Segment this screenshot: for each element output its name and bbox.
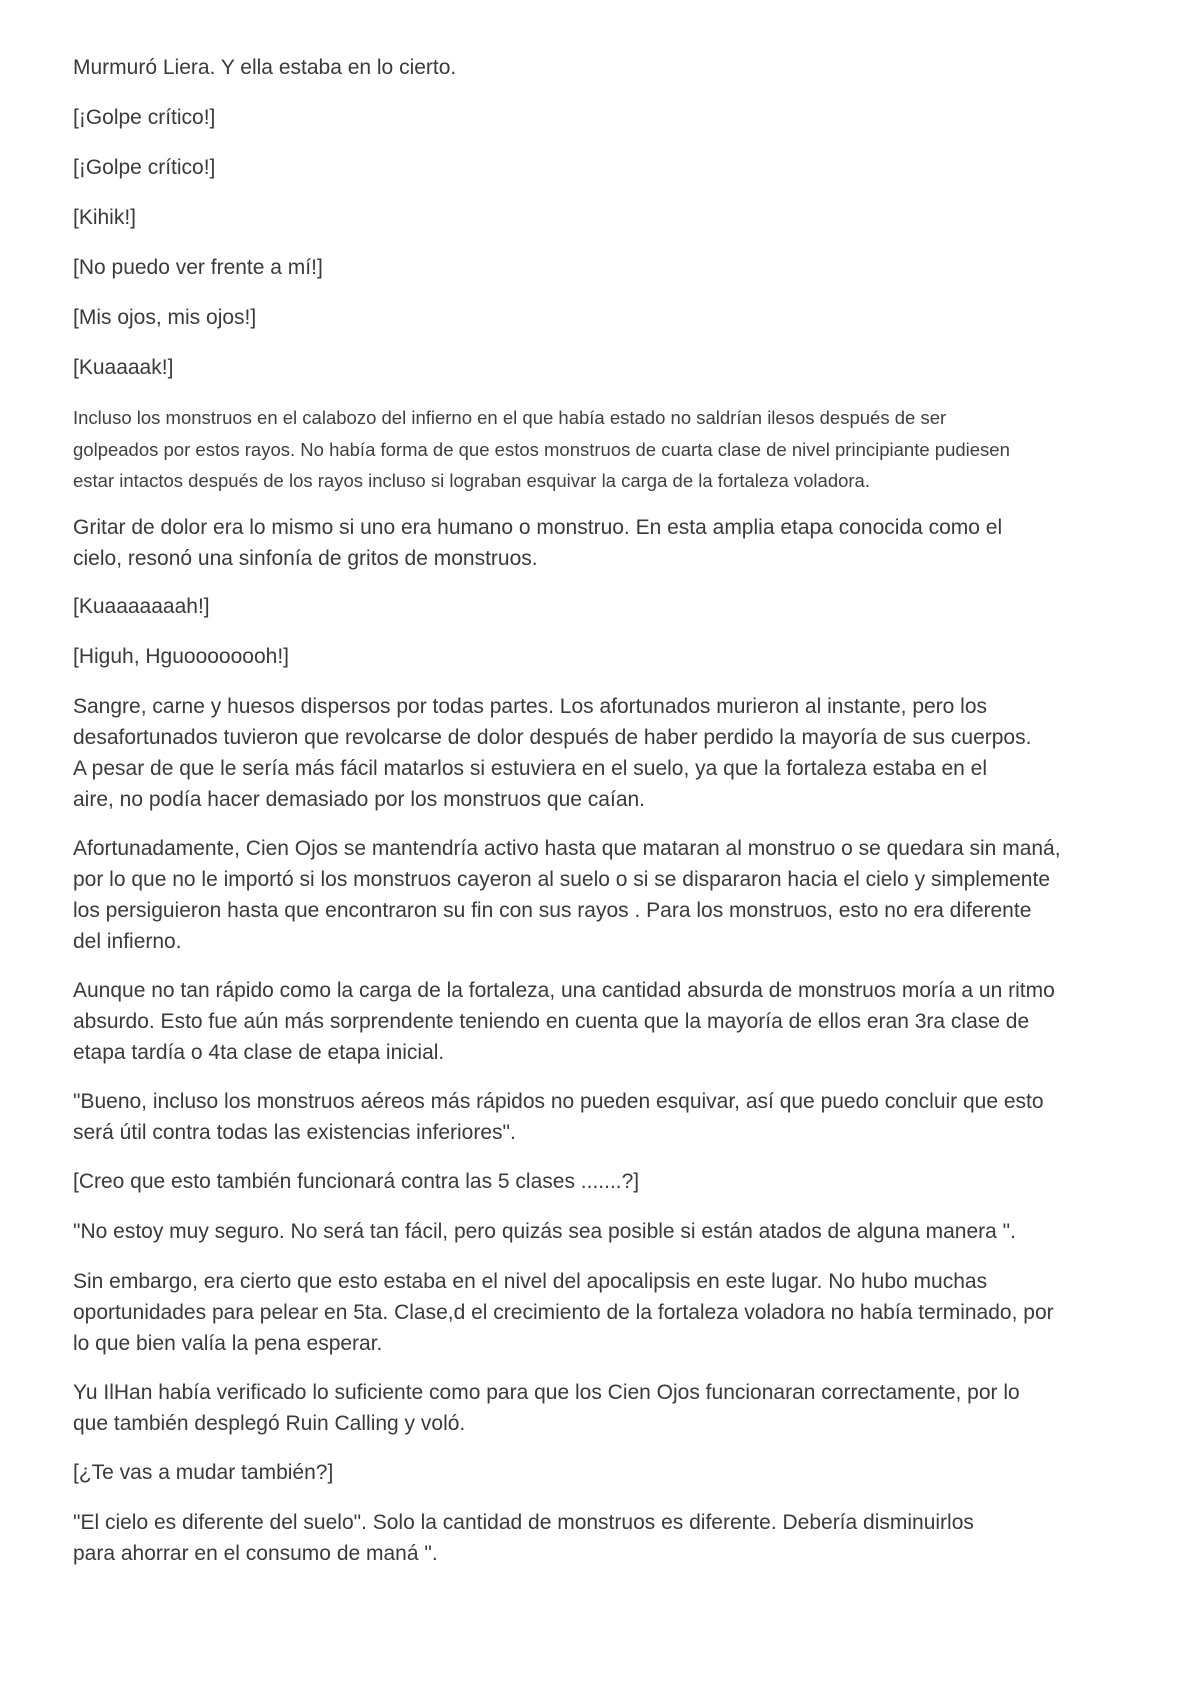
text-line: lo que bien valía la pena esperar. (73, 1331, 383, 1355)
text-line: será útil contra todas las existencias inferiores". (73, 1120, 516, 1144)
text-line: que también desplegó Ruin Calling y voló. (73, 1411, 466, 1435)
text-line: cielo, resonó una sinfonía de gritos de monstruos. (73, 546, 538, 570)
text-line: [Mis ojos, mis ojos!] (73, 306, 257, 329)
paragraph-small (73, 402, 1133, 497)
text-line: golpeados por estos rayos. No había forma de que estos monstruos de cuarta clase de nivel principiante pudiesen (73, 438, 1010, 460)
text-line: [¿Te vas a mudar también?] (73, 1460, 334, 1484)
text-line: Aunque no tan rápido como la carga de la fortaleza, una cantidad absurda de monstruos moría a un ritmo (73, 978, 1055, 1002)
dialogue-line (73, 1166, 1133, 1197)
text-line: Gritar de dolor era lo mismo si uno era humano o monstruo. En esta amplia etapa conocida como el (73, 515, 1003, 539)
text-line: "El cielo es diferente del suelo". Solo la cantidad de monstruos es diferente. Debería disminuirlos (73, 1510, 974, 1534)
text-line: [Creo que esto también funcionará contra las 5 clases .......?] (73, 1169, 640, 1193)
paragraph (73, 833, 1133, 957)
text-line: etapa tardía o 4ta clase de etapa inicial. (73, 1040, 445, 1064)
dialogue-line (73, 641, 1133, 672)
text-line: [Kuaaaak!] (73, 356, 174, 379)
text-line: aire, no podía hacer demasiado por los monstruos que caían. (73, 787, 646, 811)
paragraph (73, 975, 1133, 1068)
text-line: A pesar de que le sería más fácil matarlos si estuviera en el suelo, ya que la fortaleza estaba en el (73, 756, 988, 780)
text-line: Yu IlHan había verificado lo suficiente como para que los Cien Ojos funcionaran correctamente, por lo (73, 1380, 1020, 1404)
dialogue-line (73, 252, 1133, 283)
dialogue-line (73, 102, 1133, 133)
paragraph (73, 1266, 1133, 1359)
text-line: [Kihik!] (73, 206, 137, 229)
text-line: Sangre, carne y huesos dispersos por todas partes. Los afortunados murieron al instante, pero los (73, 694, 988, 718)
text-line: para ahorrar en el consumo de maná ". (73, 1541, 438, 1565)
text-line: del infierno. (73, 929, 182, 953)
paragraph (73, 1216, 1133, 1247)
paragraph (73, 1086, 1133, 1148)
dialogue-line (73, 302, 1133, 333)
dialogue-line (73, 1457, 1133, 1488)
text-line: [Higuh, Hguoooooooh!] (73, 644, 289, 668)
text-line: "Bueno, incluso los monstruos aéreos más rápidos no pueden esquivar, así que puedo concluir que esto (73, 1089, 1044, 1113)
text-line: por lo que no le importó si los monstruos cayeron al suelo o si se dispararon hacia el cielo y simplemente (73, 867, 1050, 891)
text-line: los persiguieron hasta que encontraron su fin con sus rayos . Para los monstruos, esto no era diferente (73, 898, 1032, 922)
text-line: Incluso los monstruos en el calabozo del infierno en el que había estado no saldrían ilesos después de ser (73, 407, 947, 428)
text-line: estar intactos después de los rayos incluso si lograban esquivar la carga de la fortaleza voladora. (73, 470, 870, 491)
text-line: "No estoy muy seguro. No será tan fácil, pero quizás sea posible si están atados de alguna manera ". (73, 1219, 1016, 1243)
paragraph (73, 691, 1133, 815)
text-line: desafortunados tuvieron que revolcarse de dolor después de haber perdido la mayoría de sus cuerpos. (73, 725, 1032, 749)
paragraph (73, 1377, 1133, 1439)
text-line: Afortunadamente, Cien Ojos se mantendría activo hasta que mataran al monstruo o se quedara sin maná, (73, 836, 1061, 860)
paragraph (73, 512, 1133, 574)
text-line: [¡Golpe crítico!] (73, 106, 216, 129)
dialogue-line (73, 152, 1133, 183)
text-line: [No puedo ver frente a mí!] (73, 256, 323, 279)
text-line: [¡Golpe crítico!] (73, 156, 216, 179)
dialogue-line (73, 352, 1133, 383)
text-line: [Kuaaaaaaah!] (73, 594, 210, 618)
text-line: Sin embargo, era cierto que esto estaba en el nivel del apocalipsis en este lugar. No hubo muchas (73, 1269, 988, 1293)
text-line: Murmuró Liera. Y ella estaba en lo cierto. (73, 56, 457, 79)
dialogue-line (73, 202, 1133, 233)
paragraph (73, 52, 1133, 83)
dialogue-line (73, 591, 1133, 622)
document-page (73, 52, 1133, 1569)
paragraph (73, 1507, 1133, 1569)
text-line: absurdo. Esto fue aún más sorprendente teniendo en cuenta que la mayoría de ellos eran 3ra clase de (73, 1009, 1030, 1033)
text-line: oportunidades para pelear en 5ta. Clase,d el crecimiento de la fortaleza voladora no había terminado, por (73, 1300, 1054, 1324)
